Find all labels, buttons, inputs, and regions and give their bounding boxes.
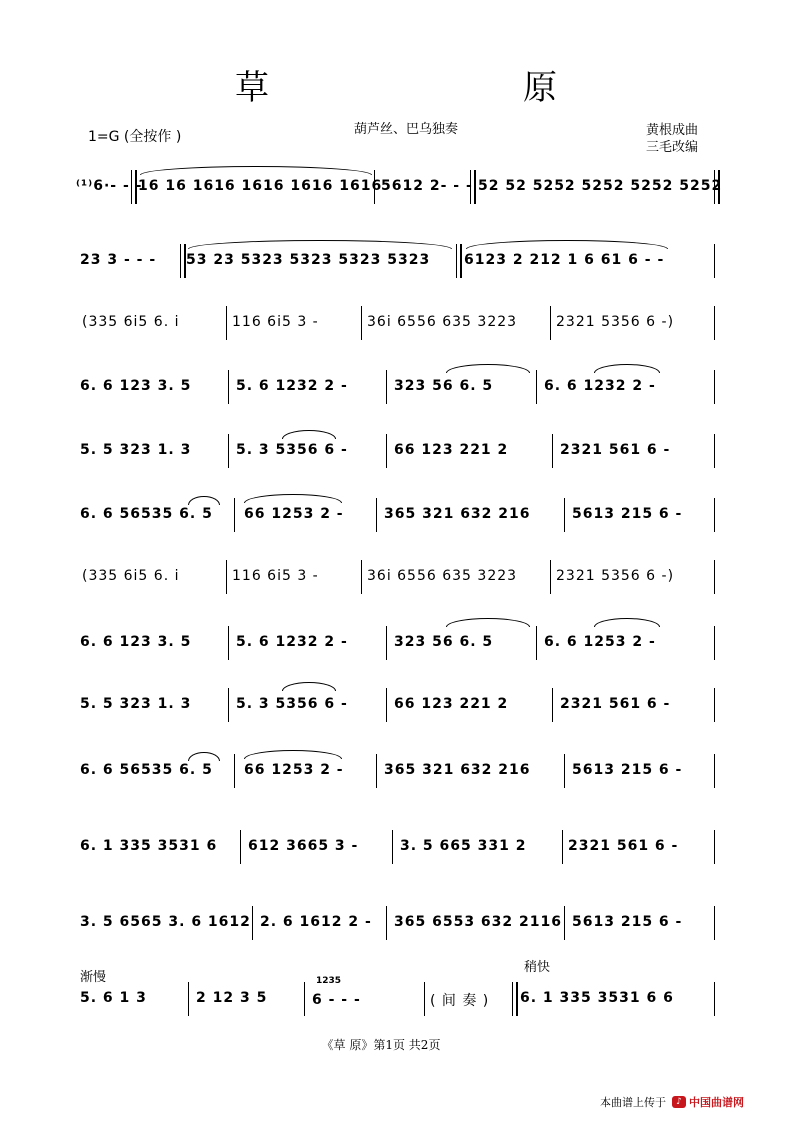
barline [234,754,235,788]
barline [714,370,715,404]
barline [228,434,229,468]
arranger: 三毛改编 [646,140,699,155]
barline [228,626,229,660]
barline [392,830,393,864]
slur [244,494,342,503]
barline [226,306,227,340]
slur [446,618,530,627]
barline [386,626,387,660]
barline [564,754,565,788]
upload-text: 本曲谱上传于 [600,1096,666,1109]
barline [714,498,715,532]
slur [188,752,220,761]
tempo-marking-fast: 稍快 [524,960,551,975]
barline [240,830,241,864]
slur [594,364,660,373]
slur [140,166,372,175]
barline [714,906,715,940]
barline [714,626,715,660]
site-name: 中国曲谱网 [689,1096,744,1109]
key-signature: 1=G (全按作 ) [88,129,182,145]
barline [550,306,551,340]
score-row: ⁽¹⁾6·- - - 16 16 1616 1616 1616 1616 5612 2- - - 52 52 5252 5252 5252 5252 [76,170,726,210]
barline [456,244,462,278]
slur [466,240,668,249]
barline [361,560,362,594]
page-footer: 《草 原》第1页 共2页 [321,1038,441,1052]
barline [386,688,387,722]
barline [562,830,563,864]
page-title: 草 原 [235,68,667,108]
score-row: 6. 6 123 3. 5 5. 6 1232 2 - 323 56 6. 5 6. 6 1253 2 - [76,626,726,666]
score-row: 23 3 - - - 53 23 5323 5323 5323 5323 6123 2 212 1 6 61 6 - - [76,244,726,284]
barline [512,982,518,1016]
slur [244,750,342,759]
barline [424,982,425,1016]
barline [361,306,362,340]
barline [386,906,387,940]
slur [446,364,530,373]
barline [226,560,227,594]
score-row: 6. 1 335 3531 6 612 3665 3 - 3. 5 665 331 2 2321 561 6 - [76,830,726,870]
barline [714,688,715,722]
slur [188,240,452,249]
barline [714,170,720,204]
barline [234,498,235,532]
barline [536,626,537,660]
barline [252,906,253,940]
barline [564,498,565,532]
barline [714,244,715,278]
slur [188,496,220,505]
barline [131,170,137,204]
site-logo[interactable] [672,1094,744,1110]
score-row: 5. 5 323 1. 3 5. 3 5356 6 - 66 123 221 2 2321 561 6 - [76,434,726,474]
score-row: (335 6i5 6. i 116 6i5 3 - 36i 6556 635 3223 2321 5356 6 -) [76,560,726,600]
barline [228,370,229,404]
score-row: (335 6i5 6. i 116 6i5 3 - 36i 6556 635 3223 2321 5356 6 -) [76,306,726,346]
score-row: 6. 6 56535 6. 5 66 1253 2 - 365 321 632 216 5613 215 6 - [76,498,726,538]
barline [714,830,715,864]
barline [714,434,715,468]
barline [228,688,229,722]
barline [564,906,565,940]
slur [594,618,660,627]
slur [282,682,336,691]
grace-notes: 1235 [316,976,342,986]
composer-credit [646,122,698,156]
barline [714,982,715,1016]
score-row: 6. 6 56535 6. 5 66 1253 2 - 365 321 632 216 5613 215 6 - [76,754,726,794]
barline [552,434,553,468]
subtitle: 葫芦丝、巴乌独奏 [353,122,458,137]
score-row: 5. 5 323 1. 3 5. 3 5356 6 - 66 123 221 2 2321 561 6 - [76,688,726,728]
barline [536,370,537,404]
music-note-icon: ♪ [672,1096,686,1108]
tempo-marking-slow: 渐慢 [80,970,107,985]
barline [376,754,377,788]
barline [304,982,305,1016]
barline [552,688,553,722]
score-row: 5. 6 1 3 2 12 3 5 1235 6 - - - ( 间 奏 ) 6. 1 335 3531 6 6 [76,982,726,1022]
slur [282,430,336,439]
barline [376,498,377,532]
upload-credit [600,1094,744,1110]
barline [386,370,387,404]
barline [714,754,715,788]
score-row: 6. 6 123 3. 5 5. 6 1232 2 - 323 56 6. 5 6. 6 1232 2 - [76,370,726,410]
barline [188,982,189,1016]
barline [714,560,715,594]
barline [714,306,715,340]
barline [550,560,551,594]
composer: 黄根成曲 [646,123,699,138]
barline [374,170,375,204]
score-row: 3. 5 6565 3. 6 1612 2. 6 1612 2 - 365 6553 632 2116 5613 215 6 - [76,906,726,946]
barline [386,434,387,468]
barline [470,170,476,204]
